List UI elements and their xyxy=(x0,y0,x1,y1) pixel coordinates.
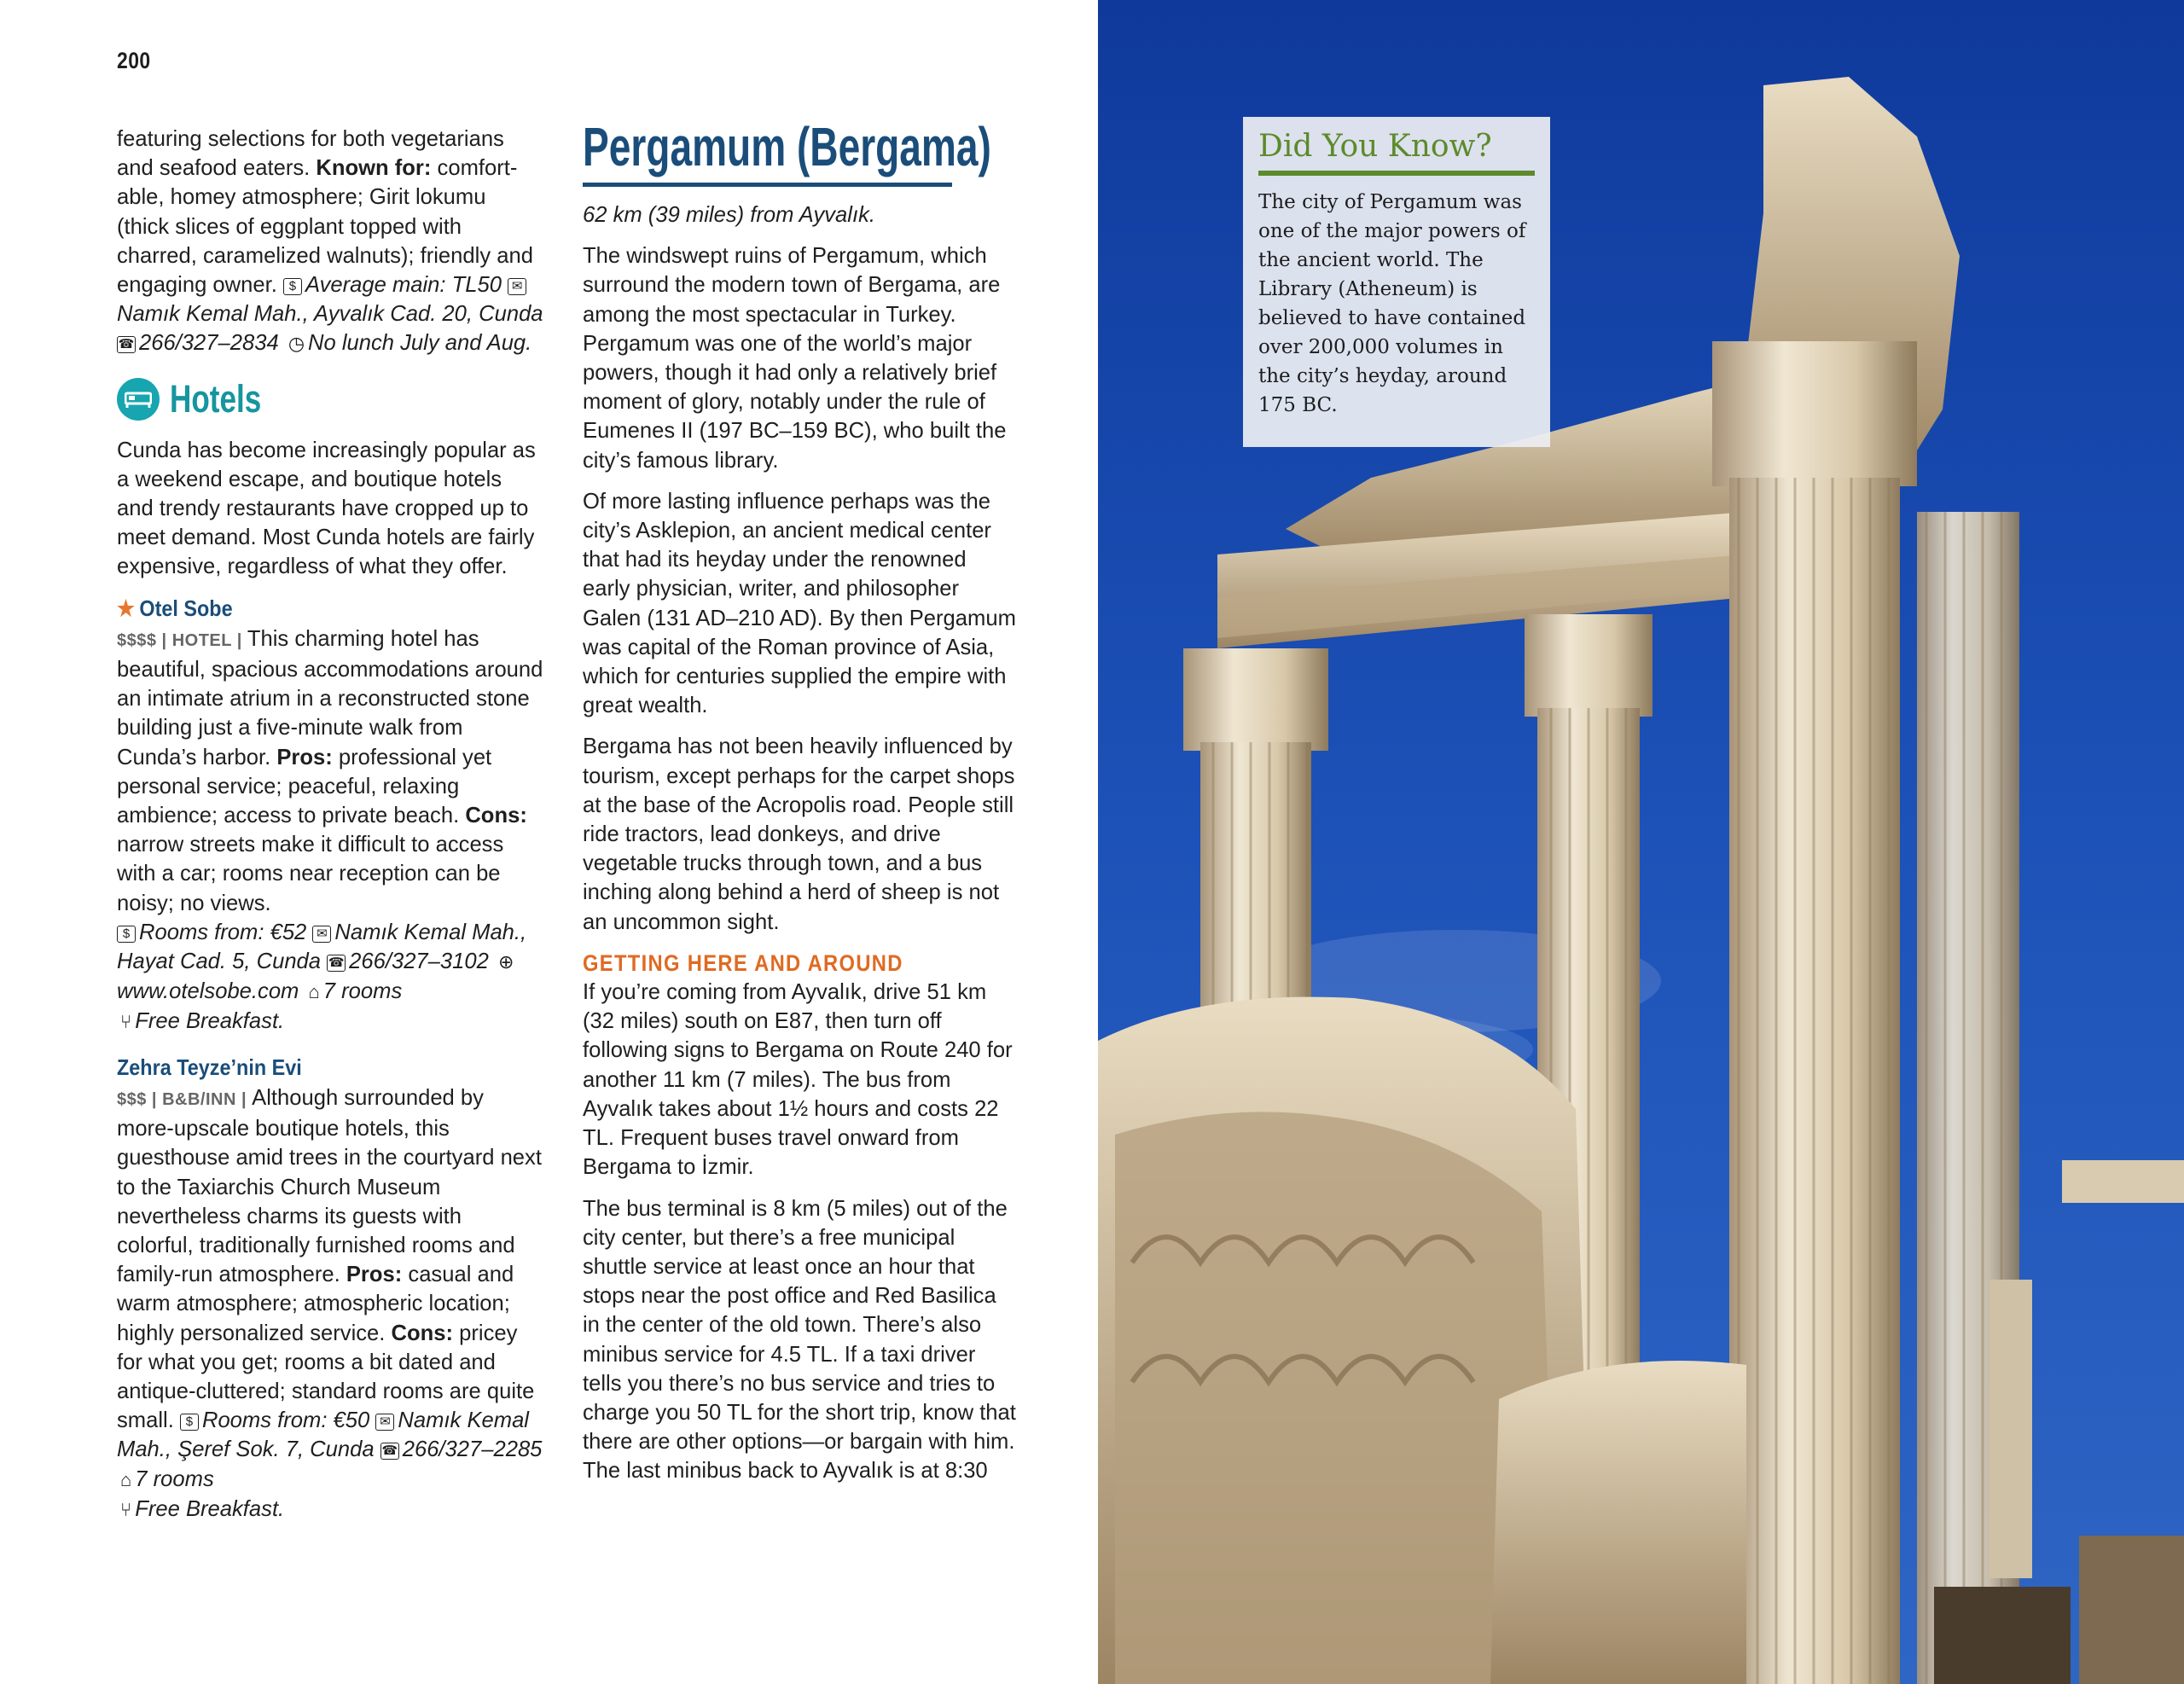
subheading: GETTING HERE AND AROUND xyxy=(583,949,903,976)
phone-text: 266/327–2285 xyxy=(402,1437,543,1462)
phone-text: 266/327–3102 xyxy=(349,949,489,974)
pros-text: professional yet personal service; peaceful, relaxing ambience; access to private beach. xyxy=(117,745,492,828)
hotels-heading xyxy=(117,378,543,421)
breakfast-text: Free Breakfast. xyxy=(135,1009,285,1034)
bed-icon xyxy=(117,378,160,421)
pros-label: Pros: xyxy=(276,745,333,769)
hotel-entry xyxy=(117,1083,543,1524)
price-range: $$$ xyxy=(117,1089,147,1109)
separator: | xyxy=(231,630,247,650)
phone-text: 266/327–2834 xyxy=(139,331,279,356)
phone-icon: ☎ xyxy=(328,955,345,971)
left-column xyxy=(117,125,543,1524)
hotel-name-text: Zehra Teyze’nin Evi xyxy=(117,1054,302,1080)
distance-text: 62 km (39 miles) from Ayvalık. xyxy=(583,203,875,227)
dining-icon: ⑂ xyxy=(120,1498,132,1520)
paragraph: Of more lasting influence perhaps was the city’s Asklepion, an ancient medical center that had its heyday under the renowned early physician, writer, and philosopher Galen (131 AD–210 AD). By then Pergamum was capital of the Roman province of Asia, which for centuries supplied the empire with great wealth. xyxy=(583,489,1016,718)
callout-title: Did You Know? xyxy=(1258,129,1492,164)
pros-text: casual and warm atmosphere; atmospheric location; highly personalized service. xyxy=(117,1263,514,1345)
hotel-name xyxy=(117,594,501,623)
callout-text: The city of Pergamum was one of the major powers of the ancient world. The Library (Atheneum) is believed to have contained over 200,000 volumes in the city’s heyday, around 175 BC. xyxy=(1258,191,1526,416)
paragraph: Bergama has not been heavily influenced by tourism, except perhaps for the carpet shops at the base of the Acropolis road. People still ride tractors, lead donkeys, and drive vegetable trucks through town, and a bus inching along behind a herd of sheep is not an uncommon sight. xyxy=(583,735,1015,934)
website-link[interactable]: www.otelsobe.com xyxy=(117,979,299,1004)
mail-icon: ✉ xyxy=(312,926,331,943)
cons-text: pricey for what you get; rooms a bit dated and antique-cluttered; standard rooms are quite small. xyxy=(117,1321,535,1433)
cons-text: narrow streets make it difficult to access with a car; rooms near reception can be noisy; no views. xyxy=(117,833,504,915)
paragraph: The bus terminal is 8 km (5 miles) out of the city center, but there’s a free municipal shuttle service at least once an hour that stops near the post office and Red Basilica in the center of the old town. There’s also minibus service for 4.5 TL. If a taxi driver tells you there’s no bus service and tries to charge you 50 TL for the short trip, know that there are other options—or bargain with him. The last minibus back to Ayvalık is at 8:30 xyxy=(583,1196,1016,1484)
title-rule xyxy=(583,183,952,187)
breakfast-text: Free Breakfast. xyxy=(135,1496,285,1521)
article-title: Pergamum (Bergama) xyxy=(583,116,991,177)
hotel-type: HOTEL xyxy=(171,630,232,650)
rooms-from: Rooms from: €50 xyxy=(201,1408,370,1433)
dollar-icon: $ xyxy=(180,1414,199,1431)
paragraph: The windswept ruins of Pergamum, which surround the modern town of Bergama, are among the most spectacular in Turkey. Pergamum was one of the world’s major powers, though it had only a relatively brief moment of glory, notably under the rule of Eumenes II (197 BC–159 BC), who built the city’s famous library. xyxy=(583,244,1007,473)
intro-line: featuring selections for both vegetarians xyxy=(117,127,504,151)
separator: | xyxy=(235,1089,253,1109)
bed-icon: ⌂ xyxy=(120,1468,132,1490)
mail-icon: ✉ xyxy=(375,1414,394,1431)
hotel-name xyxy=(117,1053,501,1082)
known-for-text: comfortable, homey atmosphere; Girit lokumu (thick slices of eggplant topped with charred, caramelized walnuts); friendly and engaging owner. xyxy=(117,156,533,298)
dollar-icon: $ xyxy=(117,926,136,943)
hotels-intro: Cunda has become increasingly popular as a weekend escape, and boutique hotels and trendy restaurants have cropped up to meet demand. Most Cunda hotels are fairly expensive, regardless of what they offer. xyxy=(117,438,536,579)
hotel-entry xyxy=(117,624,543,1037)
address-text: Namık Kemal Mah., Hayat Cad. 5, Cunda xyxy=(117,920,527,974)
hotel-type: B&B/INN xyxy=(162,1089,236,1109)
hotel-name-text: Otel Sobe xyxy=(139,595,233,621)
mail-icon: ✉ xyxy=(508,278,526,295)
rooms-from: Rooms from: €52 xyxy=(139,920,307,944)
article-title-block xyxy=(583,116,1018,187)
did-you-know-callout xyxy=(1243,117,1550,447)
intro-line: and seafood eaters. xyxy=(117,156,311,181)
pros-label: Pros: xyxy=(346,1263,403,1287)
price-range: $$$$ xyxy=(117,630,157,650)
phone-icon: ☎ xyxy=(118,337,135,352)
known-for-label: Known for: xyxy=(316,156,432,181)
clock-icon: ◷ xyxy=(288,333,305,355)
price-text: Average main: TL50 xyxy=(305,273,502,298)
separator: | xyxy=(156,630,172,650)
rooms-count: 7 rooms xyxy=(135,1466,214,1491)
page-number: 200 xyxy=(117,48,151,73)
dollar-icon: $ xyxy=(283,278,302,295)
separator: | xyxy=(146,1089,163,1109)
dining-icon: ⑂ xyxy=(120,1011,132,1033)
hours-text: No lunch July and Aug. xyxy=(308,331,532,356)
hotel-description: This charming hotel has beautiful, spacious accommodations around an intimate atrium in a reconstructed stone building just a five-minute walk from Cunda’s harbor. xyxy=(117,626,543,769)
cons-label: Cons: xyxy=(465,804,527,828)
middle-column xyxy=(583,116,1018,1498)
callout-rule xyxy=(1258,171,1535,176)
hotel-description: Although surrounded by more-upscale boutique hotels, this guesthouse amid trees in the courtyard next to the Taxiarchis Church Museum nevertheless charms its guests with colorful, traditionally furnished rooms and family-run atmosphere. xyxy=(117,1085,542,1287)
section-title: Hotels xyxy=(170,376,262,421)
globe-icon: ⊕ xyxy=(497,951,514,973)
address-text: Namık Kemal Mah., Şeref Sok. 7, Cunda xyxy=(117,1408,529,1462)
restaurant-paragraph xyxy=(117,125,543,359)
rooms-count: 7 rooms xyxy=(322,979,403,1004)
phone-icon: ☎ xyxy=(381,1443,398,1459)
star-icon: ★ xyxy=(117,595,135,621)
cons-label: Cons: xyxy=(391,1321,454,1345)
address-text: Namık Kemal Mah., Ayvalık Cad. 20, Cunda xyxy=(117,302,543,327)
paragraph: If you’re coming from Ayvalık, drive 51 km (32 miles) south on E87, then turn off following signs to Bergama on Route 240 for another 11 km (7 miles). The bus from Ayvalık takes about 1½ hours and costs 22 TL. Frequent buses travel onward from Bergama to İzmir. xyxy=(583,980,1013,1180)
bed-icon: ⌂ xyxy=(308,981,320,1003)
